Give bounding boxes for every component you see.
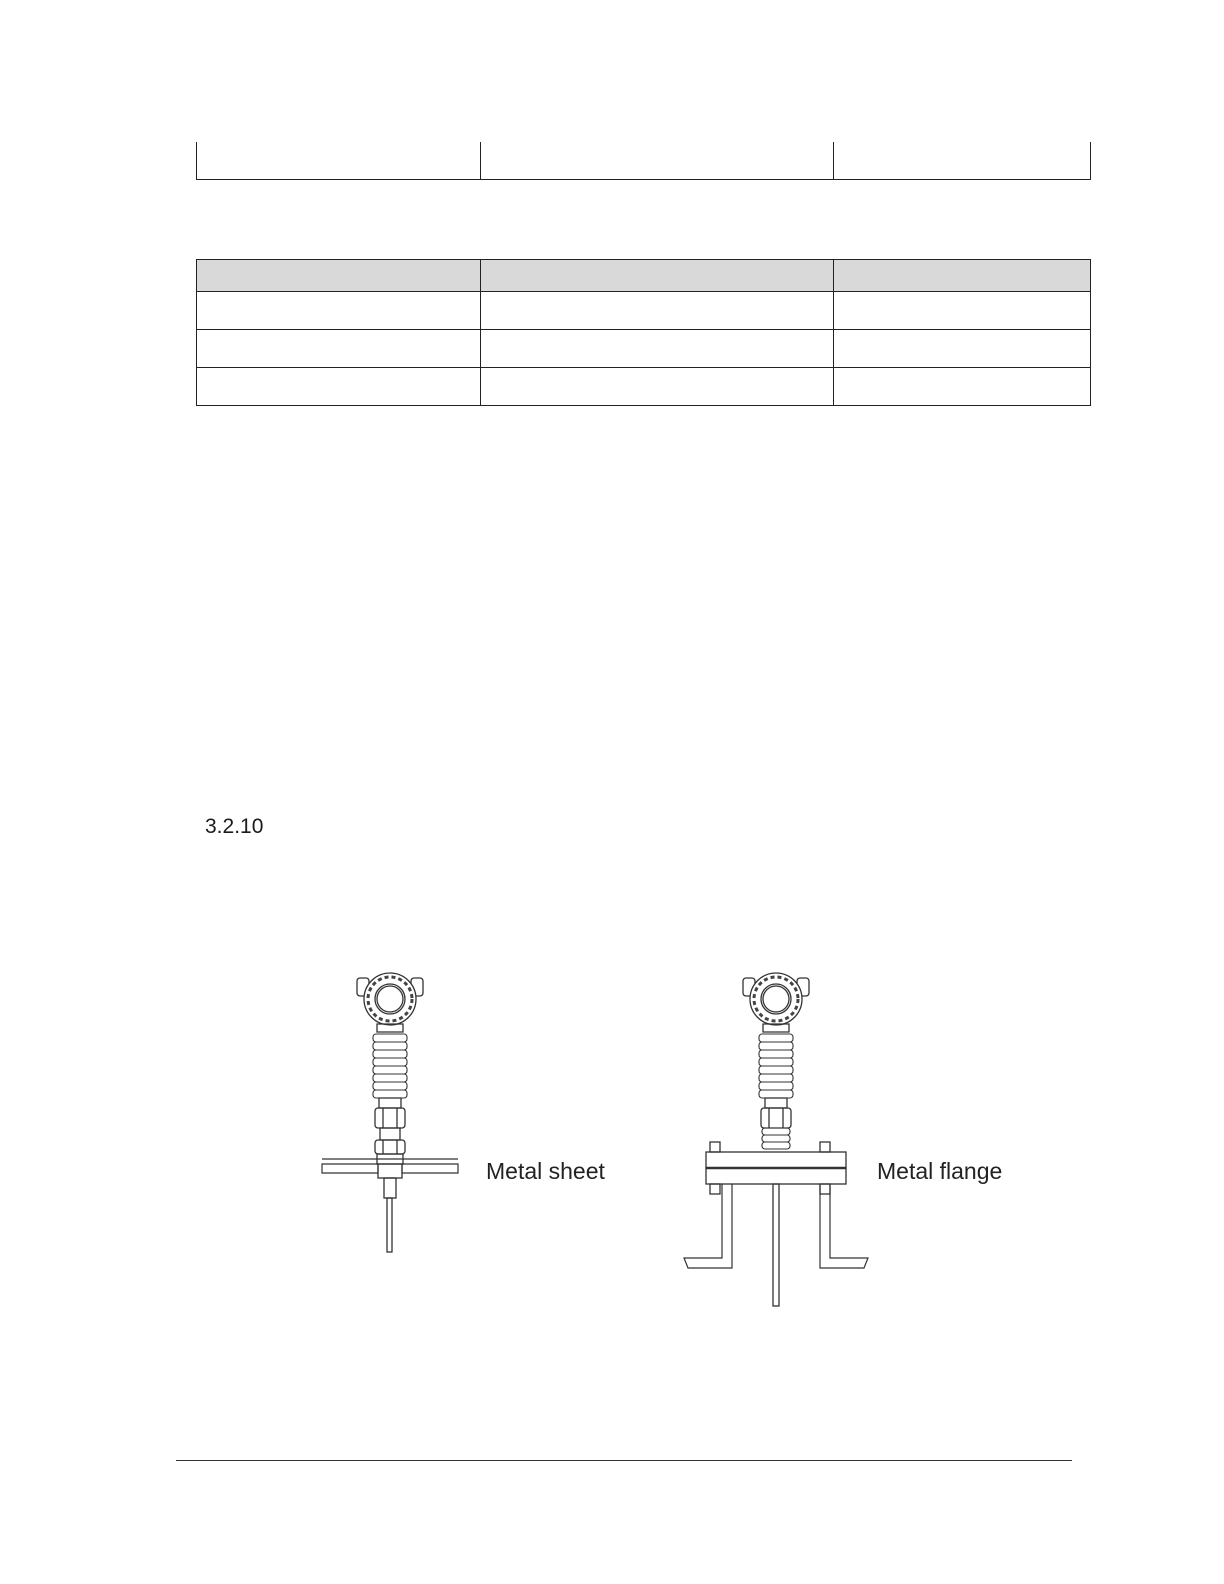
transmitter-head-icon xyxy=(357,973,423,1025)
table-header-cell xyxy=(197,260,481,292)
table-cell xyxy=(197,330,481,368)
table-cell xyxy=(481,330,834,368)
table-row xyxy=(197,330,1091,368)
table-continuation xyxy=(196,142,1091,180)
table-cell xyxy=(834,142,1091,180)
nozzle xyxy=(684,1184,868,1268)
table-cell xyxy=(481,368,834,406)
table-header-cell xyxy=(481,260,834,292)
table-cell xyxy=(481,292,834,330)
transmitter-metal-flange-drawing xyxy=(684,960,874,1310)
table-cell xyxy=(197,292,481,330)
cooling-fins xyxy=(759,1034,793,1098)
transmitter-metal-sheet-drawing xyxy=(310,960,470,1260)
cooling-fins xyxy=(373,1034,407,1098)
hex-nut-lower xyxy=(375,1140,405,1154)
lower-fins xyxy=(762,1128,790,1149)
table-cell xyxy=(481,142,834,180)
table-cell xyxy=(834,368,1091,406)
hex-nut-upper xyxy=(375,1108,405,1128)
table-cell xyxy=(197,368,481,406)
metal-flange xyxy=(706,1142,846,1194)
section-number: 3.2.10 xyxy=(205,815,264,838)
figure-label-metal-flange: Metal flange xyxy=(877,1158,1003,1184)
table-header-row xyxy=(197,260,1091,292)
table-row xyxy=(197,368,1091,406)
table-cell xyxy=(834,330,1091,368)
table-cell xyxy=(197,142,481,180)
transmitter-head-icon xyxy=(743,973,809,1025)
figure-label-metal-sheet: Metal sheet xyxy=(486,1158,605,1184)
metal-sheet xyxy=(322,1159,458,1173)
footer-divider xyxy=(176,1460,1072,1461)
hex-nut xyxy=(761,1108,791,1128)
table-cell xyxy=(834,292,1091,330)
table-header-cell xyxy=(834,260,1091,292)
table-row xyxy=(197,142,1091,180)
spec-table xyxy=(196,259,1091,406)
table-row xyxy=(197,292,1091,330)
